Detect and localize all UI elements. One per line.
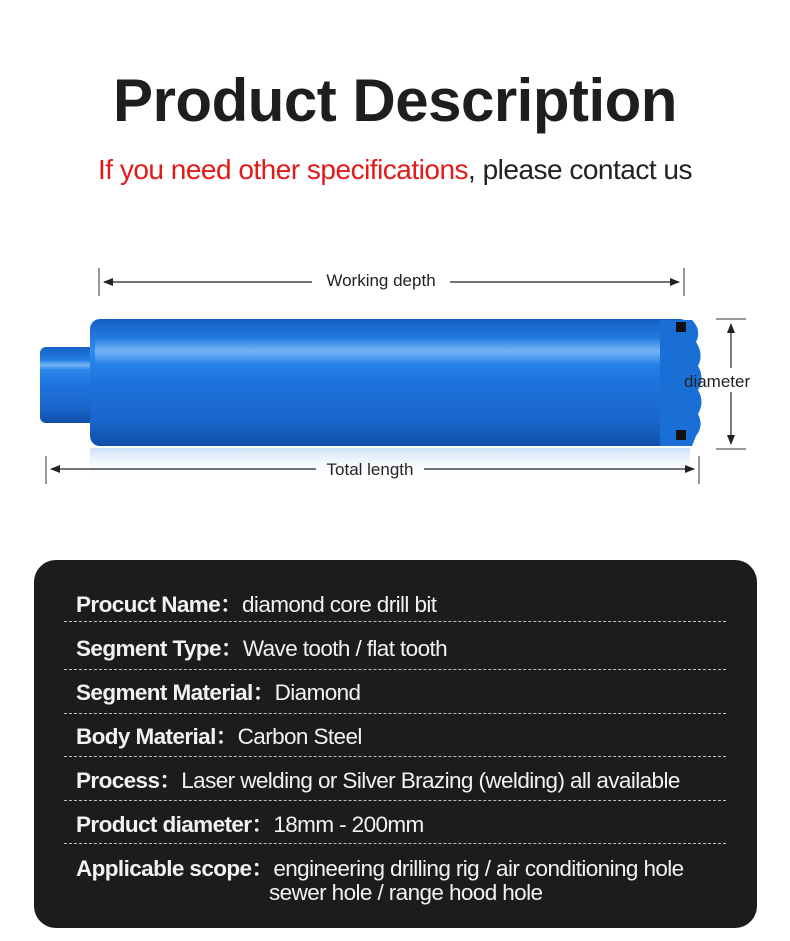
- spec-label: Segment Type：: [76, 636, 243, 661]
- spec-value: Laser welding or Silver Brazing (welding) all available: [181, 768, 680, 793]
- spec-row-applicable-scope: [76, 851, 728, 883]
- working-depth-label: Working depth: [326, 271, 436, 290]
- spec-value: Diamond: [274, 680, 361, 705]
- spec-divider: [64, 713, 726, 714]
- drill-bit-image: [40, 319, 702, 478]
- total-length-label: Total length: [326, 460, 414, 479]
- spec-value-continued: sewer hole / range hood hole: [269, 880, 543, 905]
- spec-value: Wave tooth / flat tooth: [242, 636, 448, 661]
- spec-label: Segment Material：: [76, 680, 275, 705]
- spec-divider: [64, 669, 726, 670]
- working-depth-dimension: [99, 268, 684, 296]
- spec-divider: [64, 756, 726, 757]
- spec-label: Process：: [76, 768, 182, 793]
- spec-value: Carbon Steel: [237, 724, 362, 749]
- page-title: Product Description: [113, 67, 677, 134]
- spec-panel: [34, 560, 757, 928]
- spec-divider: [64, 621, 726, 622]
- subtitle-highlight: If you need other specifications: [98, 154, 469, 185]
- drill-bit-diagram: [0, 250, 790, 500]
- spec-row-product-diameter: [76, 807, 728, 839]
- spec-value: engineering drilling rig / air conditioning hole: [273, 856, 684, 881]
- spec-divider: [64, 843, 726, 844]
- spec-divider: [64, 800, 726, 801]
- subtitle-rest: , please contact us: [468, 154, 692, 185]
- spec-row-body-material: [76, 719, 728, 751]
- spec-label: Body Material：: [76, 724, 238, 749]
- page-subtitle: [0, 154, 790, 186]
- spec-label: Product diameter：: [76, 812, 274, 837]
- spec-row-segment-type: [76, 631, 728, 663]
- spec-value: 18mm - 200mm: [273, 812, 424, 837]
- spec-row-product-name: [76, 587, 728, 619]
- spec-value: diamond core drill bit: [242, 592, 437, 617]
- spec-label: Procuct Name：: [76, 592, 243, 617]
- diameter-label: diameter: [684, 372, 751, 391]
- spec-label: Applicable scope：: [76, 856, 274, 881]
- spec-row-segment-material: [76, 675, 728, 707]
- spec-row-process: [76, 763, 728, 795]
